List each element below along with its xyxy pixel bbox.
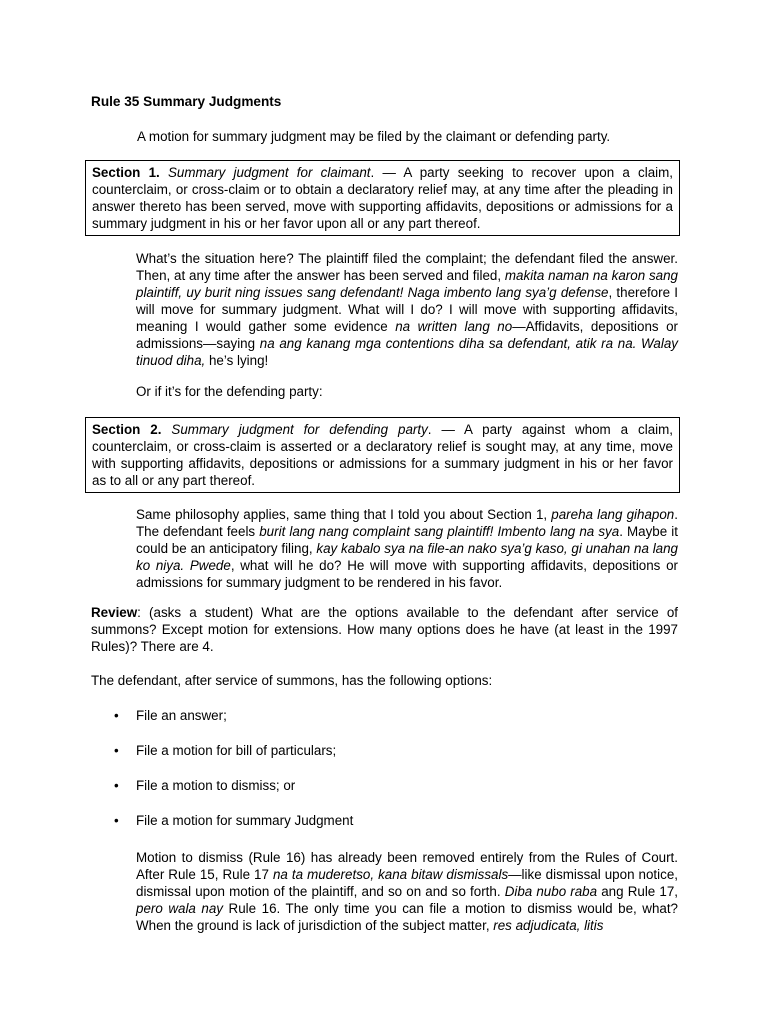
section-2-label: Section 2. [92, 422, 162, 437]
page-title: Rule 35 Summary Judgments [91, 94, 282, 109]
explanation-paragraph-3 [136, 506, 678, 591]
options-list [108, 707, 353, 847]
italic-run: na written lang no [395, 319, 513, 334]
italic-run: Diba nubo raba [504, 884, 598, 899]
italic-run: kay kabalo sya na file-an nako sya’g kaso, gi unahan na lang ko niya. Pwede [136, 541, 679, 573]
text-run: , therefore I will move for summary judgment. What will I do? I will move with supporting affidavits, meaning I would gather some evidence [136, 285, 678, 334]
section-1-label: Section 1. [92, 165, 160, 180]
section-1-box [85, 160, 680, 236]
section-2-text: . — A party against whom a claim, counterclaim, or cross-claim is asserted or a declaratory relief is sought may, at any time, move with supporting affidavits, depositions or admissions for a summary judgment in his or her favor as to all or any part thereof. [92, 422, 673, 488]
text-run: What’s the situation here? The plaintiff filed the complaint; the defendant filed the answer. Then, at any time after the answer has been served and filed, [136, 251, 678, 283]
text-run: Rule 16. The only time you can file a motion to dismiss would be, what? When the ground is lack of jurisdiction of the subject matter, [136, 901, 679, 933]
explanation-paragraph-4 [136, 849, 678, 934]
italic-run: pareha lang gihapon [551, 507, 675, 522]
italic-run: na ta muderetso, kana bitaw dismissals [272, 867, 509, 882]
italic-run: na ang kanang mga contentions diha sa defendant, atik ra na. Walay tinuod diha, [136, 336, 678, 368]
italic-run: makita naman na karon sang plaintiff, uy burit ning issues sang defendant! Naga imbento lang sya’g defense [136, 268, 678, 300]
bullet-icon: • [114, 743, 119, 758]
section-1-heading: Summary judgment for claimant [167, 165, 371, 180]
section-2-heading: Summary judgment for defending party [171, 422, 428, 437]
list-item [108, 777, 353, 794]
list-item-text: File a motion for bill of particulars; [136, 743, 337, 758]
review-label: Review [91, 605, 138, 620]
text-run: ang Rule 17, [597, 884, 678, 899]
italic-run: res adjudicata, litis [493, 918, 604, 933]
text-run: . Maybe it could be an anticipatory filing, [136, 524, 678, 556]
intro-paragraph: A motion for summary judgment may be filed by the claimant or defending party. [137, 129, 611, 144]
text-run: . The defendant feels [136, 507, 678, 539]
text-run: Motion to dismiss (Rule 16) has already been removed entirely from the Rules of Court. After Rule 15, Rule 17 [136, 850, 678, 882]
text-run: —Affidavits, depositions or admissions—saying [136, 319, 678, 351]
list-item-text: File a motion to dismiss; or [136, 778, 296, 793]
explanation-paragraph-1 [136, 250, 678, 369]
bullet-icon: • [114, 778, 119, 793]
list-item-text: File an answer; [136, 708, 227, 723]
text-run: he’s lying! [205, 353, 269, 368]
list-item [108, 707, 353, 724]
text-run: Same philosophy applies, same thing that I told you about Section 1, [136, 507, 552, 522]
italic-run: burit lang nang complaint sang plaintiff! Imbento lang na sya [259, 524, 620, 539]
italic-run: pero wala nay [136, 901, 224, 916]
text-run: —like dismissal upon notice, dismissal upon motion of the plaintiff, and so on and so forth. [136, 867, 678, 899]
text-run: , what will he do? He will move with supporting affidavits, depositions or admissions for summary judgment to be rendered in his favor. [136, 558, 679, 590]
bullet-icon: • [114, 708, 119, 723]
section-2-box [85, 417, 680, 493]
review-text: : (asks a student) What are the options available to the defendant after service of summons? Except motion for extensions. How many options does he have (at least in the 1997 Rules)? There are 4. [91, 605, 678, 654]
explanation-paragraph-2: Or if it’s for the defending party: [136, 384, 323, 399]
section-1-text: . — A party seeking to recover upon a claim, counterclaim, or cross-claim or to obtain a declaratory relief may, at any time after the pleading in answer thereto has been served, move with supporting affidavits, depositions or admissions for a summary judgment in his or her favor upon all or any part thereof. [92, 165, 673, 231]
list-item-text: File a motion for summary Judgment [136, 813, 354, 828]
options-intro: The defendant, after service of summons, has the following options: [91, 673, 493, 688]
list-item [108, 812, 353, 829]
list-item [108, 742, 353, 759]
bullet-icon: • [114, 813, 119, 828]
review-paragraph [91, 604, 678, 655]
